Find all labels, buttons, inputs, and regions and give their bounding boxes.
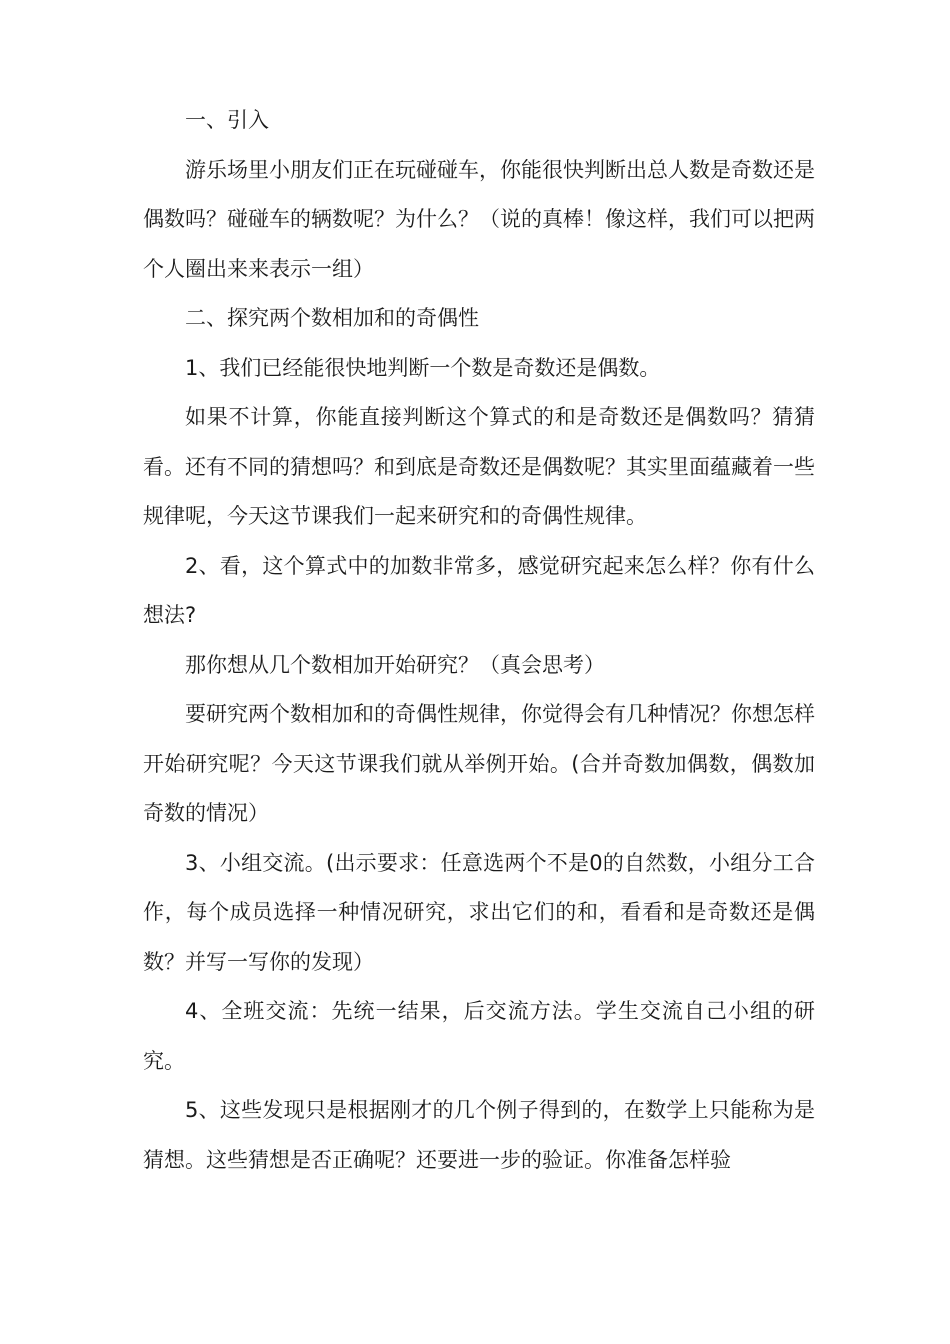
paragraph-bumper-cars: 游乐场里小朋友们正在玩碰碰车，你能很快判断出总人数是奇数还是偶数吗？碰碰车的辆数呢？为什么？（说的真棒！像这样，我们可以把两个人圈出来来表示一组） (143, 157, 815, 281)
paragraph-step-3: 3、小组交流。(出示要求：任意选两个不是0的自然数，小组分工合作，每个成员选择一种情况研究，求出它们的和，看看和是奇数还是偶数？并写一写你的发现） (143, 850, 815, 974)
paragraph-step-2: 2、看，这个算式中的加数非常多，感觉研究起来怎么样？你有什么想法? (143, 553, 815, 627)
paragraph-step-4: 4、全班交流：先统一结果，后交流方法。学生交流自己小组的研究。 (143, 999, 815, 1073)
paragraph-guess: 如果不计算，你能直接判断这个算式的和是奇数还是偶数吗？猜猜看。还有不同的猜想吗？和到底是奇数还是偶数呢？其实里面蕴藏着一些规律呢，今天这节课我们一起来研究和的奇偶性规律。 (143, 405, 815, 528)
paragraph-how-many-numbers: 那你想从几个数相加开始研究？（真会思考） (185, 652, 605, 677)
paragraph-cases: 要研究两个数相加和的奇偶性规律，你觉得会有几种情况？你想怎样开始研究呢？今天这节课我们就从举例开始。(合并奇数加偶数，偶数加奇数的情况） (143, 702, 815, 825)
heading-explore-sum-parity: 二、探究两个数相加和的奇偶性 (185, 306, 479, 330)
paragraph-step-5: 5、这些发现只是根据刚才的几个例子得到的，在数学上只能称为是猜想。这些猜想是否正确呢？还要进一步的验证。你准备怎样验 (143, 1098, 815, 1172)
paragraph-step-1: 1、我们已经能很快地判断一个数是奇数还是偶数。 (185, 355, 661, 380)
document-body (143, 96, 815, 1185)
heading-introduction: 一、引入 (185, 108, 269, 132)
